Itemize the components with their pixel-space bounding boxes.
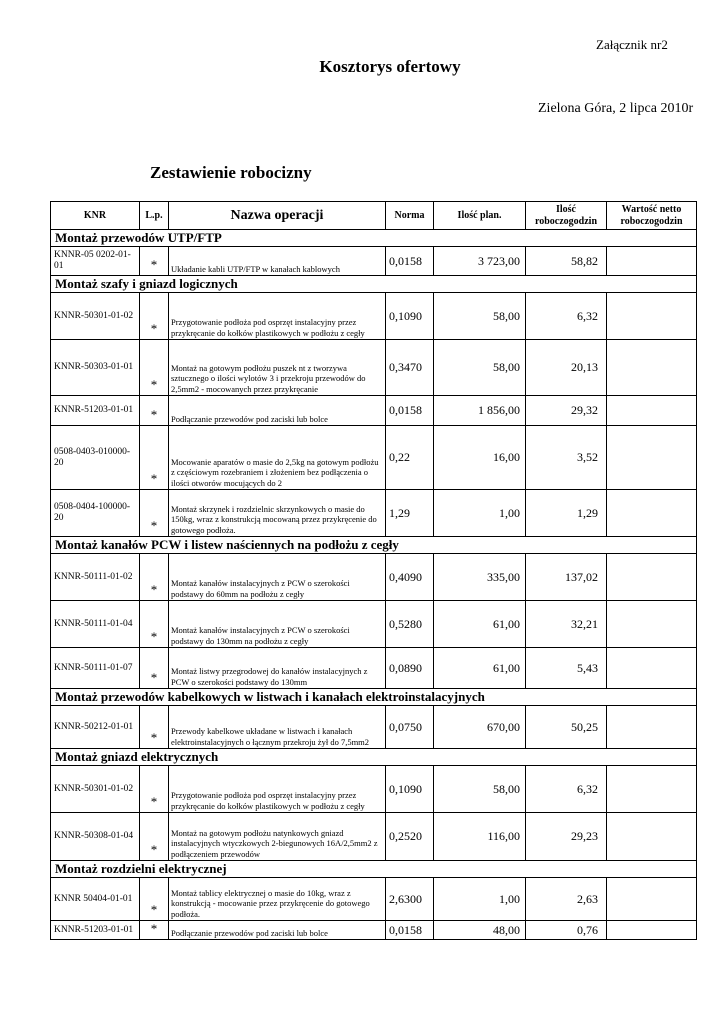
man-hours: 137,02 bbox=[526, 554, 607, 601]
man-hours: 6,32 bbox=[526, 766, 607, 813]
table-row bbox=[51, 878, 697, 921]
net-value bbox=[607, 813, 697, 861]
row-marker: * bbox=[140, 396, 169, 426]
labor-summary-table bbox=[50, 201, 697, 940]
section-header-row bbox=[51, 230, 697, 247]
col-header-quantity: Ilość plan. bbox=[434, 202, 526, 230]
net-value bbox=[607, 921, 697, 940]
knr-code: KNNR 50404-01-01 bbox=[51, 878, 140, 921]
operation-name: Montaż skrzynek i rozdzielnic skrzynkowych o masie do 150kg, wraz z konstrukcją mocowaną przez przykręcenie do gotowego podłoża. bbox=[169, 490, 386, 537]
col-header-knr: KNR bbox=[51, 202, 140, 230]
knr-code: KNNR-50308-01-04 bbox=[51, 813, 140, 861]
row-marker: * bbox=[140, 878, 169, 921]
section-title: Montaż szafy i gniazd logicznych bbox=[51, 276, 697, 293]
norm-value: 0,4090 bbox=[386, 554, 434, 601]
col-header-operation: Nazwa operacji bbox=[169, 202, 386, 230]
norm-value: 0,22 bbox=[386, 426, 434, 490]
planned-quantity: 48,00 bbox=[434, 921, 526, 940]
section-title: Montaż przewodów kabelkowych w listwach i kanałach elektroinstalacyjnych bbox=[51, 689, 697, 706]
table-row bbox=[51, 426, 697, 490]
planned-quantity: 1,00 bbox=[434, 878, 526, 921]
norm-value: 0,0158 bbox=[386, 921, 434, 940]
section-title: Montaż przewodów UTP/FTP bbox=[51, 230, 697, 247]
net-value bbox=[607, 648, 697, 689]
table-body bbox=[51, 230, 697, 940]
operation-name: Mocowanie aparatów o masie do 2,5kg na gotowym podłożu z częściowym rozebraniem i złożeniem bez podłączenia o ilości otworów mocujących do 2 bbox=[169, 426, 386, 490]
row-marker: * bbox=[140, 426, 169, 490]
table-row bbox=[51, 554, 697, 601]
section-title: Montaż kanałów PCW i listew naściennych na podłożu z cegły bbox=[51, 537, 697, 554]
man-hours: 0,76 bbox=[526, 921, 607, 940]
col-header-norm: Norma bbox=[386, 202, 434, 230]
knr-code: KNNR-51203-01-01 bbox=[51, 921, 140, 940]
norm-value: 1,29 bbox=[386, 490, 434, 537]
operation-name: Układanie kabli UTP/FTP w kanałach kablowych bbox=[169, 247, 386, 276]
row-marker: * bbox=[140, 706, 169, 749]
table-row bbox=[51, 490, 697, 537]
col-header-net-value: Wartość netto roboczogodzin bbox=[607, 202, 697, 230]
table-row bbox=[51, 706, 697, 749]
net-value bbox=[607, 878, 697, 921]
operation-name: Montaż na gotowym podłożu puszek nt z tworzywa sztucznego o ilości wylotów 3 i przekroju przewodów do 2,5mm2 - mocowanych przez przykręcanie bbox=[169, 340, 386, 396]
table-row bbox=[51, 293, 697, 340]
row-marker: * bbox=[140, 921, 169, 940]
knr-code: KNNR-50301-01-02 bbox=[51, 766, 140, 813]
norm-value: 0,0158 bbox=[386, 396, 434, 426]
man-hours: 29,32 bbox=[526, 396, 607, 426]
norm-value: 0,5280 bbox=[386, 601, 434, 648]
man-hours: 3,52 bbox=[526, 426, 607, 490]
planned-quantity: 61,00 bbox=[434, 601, 526, 648]
document-title: Kosztorys ofertowy bbox=[319, 57, 461, 76]
row-marker: * bbox=[140, 601, 169, 648]
knr-code: 0508-0403-010000-20 bbox=[51, 426, 140, 490]
net-value bbox=[607, 490, 697, 537]
norm-value: 0,1090 bbox=[386, 766, 434, 813]
attachment-label: Załącznik nr2 bbox=[596, 37, 668, 52]
net-value bbox=[607, 247, 697, 276]
norm-value: 0,3470 bbox=[386, 340, 434, 396]
net-value bbox=[607, 293, 697, 340]
knr-code: KNNR-50301-01-02 bbox=[51, 293, 140, 340]
net-value bbox=[607, 766, 697, 813]
row-marker: * bbox=[140, 490, 169, 537]
section-header-row bbox=[51, 689, 697, 706]
operation-name: Podłączanie przewodów pod zaciski lub bolce bbox=[169, 921, 386, 940]
man-hours: 6,32 bbox=[526, 293, 607, 340]
man-hours: 29,23 bbox=[526, 813, 607, 861]
row-marker: * bbox=[140, 813, 169, 861]
operation-name: Podłączanie przewodów pod zaciski lub bolce bbox=[169, 396, 386, 426]
col-header-man-hours: Ilość roboczogodzin bbox=[526, 202, 607, 230]
table-row bbox=[51, 601, 697, 648]
net-value bbox=[607, 706, 697, 749]
section-header-row bbox=[51, 276, 697, 293]
operation-name: Montaż tablicy elektrycznej o masie do 10kg, wraz z konstrukcją - mocowanie przez przykręcenie do gotowego podłoża. bbox=[169, 878, 386, 921]
operation-name: Przewody kabelkowe układane w listwach i kanałach elektroinstalacyjnych o łącznym przekroju żył do 7,5mm2 bbox=[169, 706, 386, 749]
row-marker: * bbox=[140, 766, 169, 813]
net-value bbox=[607, 426, 697, 490]
man-hours: 1,29 bbox=[526, 490, 607, 537]
norm-value: 0,0158 bbox=[386, 247, 434, 276]
man-hours: 20,13 bbox=[526, 340, 607, 396]
knr-code: 0508-0404-100000-20 bbox=[51, 490, 140, 537]
table-row bbox=[51, 340, 697, 396]
section-title: Montaż gniazd elektrycznych bbox=[51, 749, 697, 766]
table-row bbox=[51, 766, 697, 813]
man-hours: 32,21 bbox=[526, 601, 607, 648]
row-marker: * bbox=[140, 293, 169, 340]
knr-code: KNNR-51203-01-01 bbox=[51, 396, 140, 426]
place-date: Zielona Góra, 2 lipca 2010r bbox=[538, 101, 694, 116]
planned-quantity: 116,00 bbox=[434, 813, 526, 861]
norm-value: 0,1090 bbox=[386, 293, 434, 340]
planned-quantity: 16,00 bbox=[434, 426, 526, 490]
planned-quantity: 3 723,00 bbox=[434, 247, 526, 276]
knr-code: KNNR-50111-01-02 bbox=[51, 554, 140, 601]
table-row bbox=[51, 396, 697, 426]
operation-name: Montaż listwy przegrodowej do kanałów instalacyjnych z PCW o szerokości podstawy do 130mm bbox=[169, 648, 386, 689]
planned-quantity: 335,00 bbox=[434, 554, 526, 601]
man-hours: 50,25 bbox=[526, 706, 607, 749]
section-title: Montaż rozdzielni elektrycznej bbox=[51, 861, 697, 878]
operation-name: Montaż na gotowym podłożu natynkowych gniazd instalacyjnych wtyczkowych 2-biegunowych 16A/2,5mm2 z podłączeniem przewodów bbox=[169, 813, 386, 861]
norm-value: 2,6300 bbox=[386, 878, 434, 921]
section-header-row bbox=[51, 537, 697, 554]
planned-quantity: 58,00 bbox=[434, 766, 526, 813]
section-header-row bbox=[51, 861, 697, 878]
man-hours: 5,43 bbox=[526, 648, 607, 689]
table-row bbox=[51, 921, 697, 940]
man-hours: 58,82 bbox=[526, 247, 607, 276]
knr-code: KNNR-50111-01-07 bbox=[51, 648, 140, 689]
knr-code: KNNR-50111-01-04 bbox=[51, 601, 140, 648]
net-value bbox=[607, 601, 697, 648]
operation-name: Przygotowanie podłoża pod osprzęt instalacyjny przez przykręcanie do kołków plastikowych w podłożu z cegły bbox=[169, 293, 386, 340]
row-marker: * bbox=[140, 648, 169, 689]
planned-quantity: 58,00 bbox=[434, 340, 526, 396]
table-row bbox=[51, 648, 697, 689]
man-hours: 2,63 bbox=[526, 878, 607, 921]
planned-quantity: 1,00 bbox=[434, 490, 526, 537]
planned-quantity: 670,00 bbox=[434, 706, 526, 749]
table-row bbox=[51, 247, 697, 276]
knr-code: KNNR-50303-01-01 bbox=[51, 340, 140, 396]
planned-quantity: 61,00 bbox=[434, 648, 526, 689]
planned-quantity: 1 856,00 bbox=[434, 396, 526, 426]
net-value bbox=[607, 554, 697, 601]
net-value bbox=[607, 340, 697, 396]
net-value bbox=[607, 396, 697, 426]
norm-value: 0,0750 bbox=[386, 706, 434, 749]
operation-name: Montaż kanałów instalacyjnych z PCW o szerokości podstawy do 130mm na podłożu z cegły bbox=[169, 601, 386, 648]
table-header-row bbox=[51, 202, 697, 230]
operation-name: Przygotowanie podłoża pod osprzęt instalacyjny przez przykręcanie do kołków plastikowych w podłożu z cegły bbox=[169, 766, 386, 813]
row-marker: * bbox=[140, 247, 169, 276]
section-header-row bbox=[51, 749, 697, 766]
planned-quantity: 58,00 bbox=[434, 293, 526, 340]
norm-value: 0,0890 bbox=[386, 648, 434, 689]
table-row bbox=[51, 813, 697, 861]
operation-name: Montaż kanałów instalacyjnych z PCW o szerokości podstawy do 60mm na podłożu z cegły bbox=[169, 554, 386, 601]
section-subtitle: Zestawienie robocizny bbox=[150, 163, 312, 182]
knr-code: KNNR-50212-01-01 bbox=[51, 706, 140, 749]
row-marker: * bbox=[140, 340, 169, 396]
row-marker: * bbox=[140, 554, 169, 601]
norm-value: 0,2520 bbox=[386, 813, 434, 861]
col-header-lp: L.p. bbox=[140, 202, 169, 230]
knr-code: KNNR-05 0202-01-01 bbox=[51, 247, 140, 276]
